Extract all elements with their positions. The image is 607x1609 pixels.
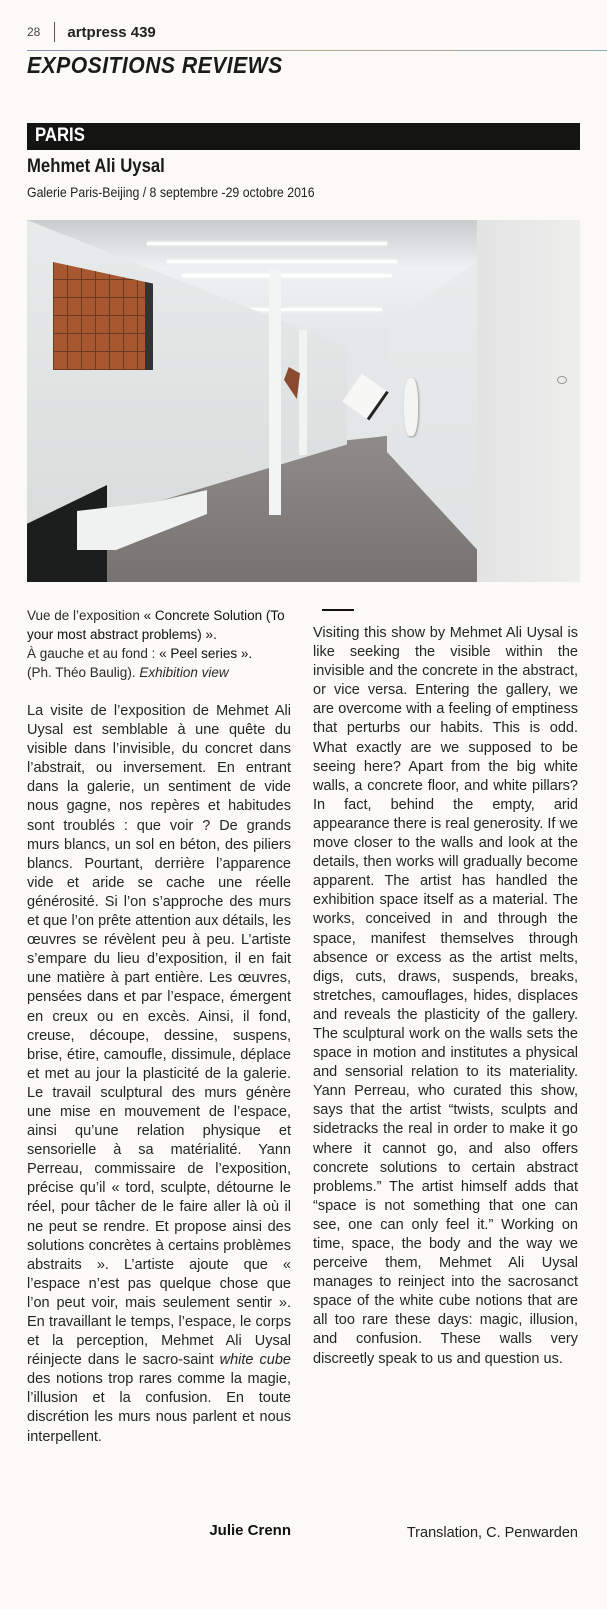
wall-knob [557,376,567,384]
caption-title: « Concrete Solution (To your most abstract problems) ». [27,608,285,642]
city-bar [27,123,580,150]
french-body-2: des notions trop rares comme la magie, l’illusion et la confusion. En toute discrétion les murs nous parlent et nous interpellent. [27,1371,291,1445]
folio [27,20,156,44]
ceiling-light [147,242,387,245]
french-body-1: La visite de l’exposition de Mehmet Ali Uysal est semblable à une quête du visible dans l’invisible, du concret dans l’abstrait, ou inversement. En entrant dans la galerie, un sentiment de vide nous gagne, nos repères et habitudes sont troublés : que voir ? De grands murs blancs, un sol en béton, des piliers blancs. Pourtant, derrière l’apparence vide et aride se cache une réelle générosité. Si l’on s’approche des murs et que l’on prête attention aux détails, les œuvres se révèlent peu à peu. L’artiste s’empare du lieu d’exposition, il en fait une matière à part entière. Les œuvres, pensées dans et par l’espace, émergent en creux ou en excès. Ainsi, il fond, creuse, découpe, dessine, suspens, brise, étire, camoufle, dissimule, déplace et met au jour la plasticité de la galerie. Le travail sculptural des murs génère une mise en mouvement de l’espace, ainsi qu’une relation physique et sensorielle à sa matérialité. Yann Perreau, commissaire de l’exposition, précise qu’il « tord, sculpte, détourne le réel, pour tâcher de le faire aller là où il ne peut se rendre. Et propose ainsi des solutions concrètes à certains problèmes abstraits ». L’artiste ajoute que « l’espace n’est pas quelque chose que l’on peut voir, mais seulement sentir ». En travaillant le temps, l’espace, le corps et la perception, Mehmet Ali Uysal réinjecte dans le sacro-saint [27,703,291,1369]
artist-name: Mehmet Ali Uysal [27,156,165,177]
photo-pillar [299,330,307,455]
english-body: Visiting this show by Mehmet Ali Uysal is like seeking the visible within the invisible and the concrete in the abstract, or vice versa. Entering the gallery, we are overcome with a feeling of emptiness that perturbs our habits. This is odd. What exactly are we supposed to be seeing here? Apart from the big white walls, a concrete floor, and white pillars? In fact, behind the empty, arid appearance there is real generosity. If we move closer to the walls and look at the details, then works will gradually become apparent. The artist has handled the exhibition space itself as a material. The works, conceived in and through the space, manifest themselves through absence or excess as the artist melts, digs, cuts, draws, suspends, breaks, stretches, camouflages, hides, displaces and reveals the plasticity of the gallery. The sculptural work on the walls sets the space in motion and institutes a physical and sensorial relation to its materiality. Yann Perreau, who curated this show, says that the artist “twists, sculpts and sidetracks the real in order to make it go where it cannot go, and also offers concrete solutions to certain abstract problems.” The artist himself adds that “space is not something that one can see, one can only feel it.” Working on time, space, the body and the way we perceive them, Mehmet Ali Uysal manages to reinject into the sacrosanct space of the white cube notions that are all too rare these days: magic, illusion, and confusion. These walls very discreetly speak to us and question us. [313,625,578,1367]
translator-credit: Translation, C. Penwarden [406,1525,578,1541]
photo-caption [27,606,297,682]
english-divider [322,609,354,611]
ceiling-light [167,260,397,263]
venue-dates: Galerie Paris-Beijing / 8 septembre -29 octobre 2016 [27,184,315,200]
caption-prefix: Vue de l’exposition [27,608,144,623]
page-number: 28 [27,25,41,39]
folio-divider [54,22,55,42]
photo-foreground-panel [477,220,580,582]
section-title: EXPOSITIONS REVIEWS [27,52,283,78]
caption-series: « Peel series ». [159,646,253,661]
photo-pillar [269,270,281,515]
ceiling-light [182,274,392,277]
exhibition-photo [27,220,580,582]
header-rule [27,50,607,51]
french-italic: white cube [219,1352,291,1369]
magazine-title: artpress 439 [67,23,156,41]
english-text [313,624,578,1369]
caption-prefix-2: À gauche et au fond : [27,646,160,661]
caption-english: Exhibition view [139,665,229,680]
photo-credit: (Ph. Théo Baulig). [27,665,140,680]
author-signature: Julie Crenn [209,1522,291,1539]
wall-relief-artwork [404,378,418,436]
french-text [27,702,291,1447]
city-label: PARIS [35,125,85,146]
